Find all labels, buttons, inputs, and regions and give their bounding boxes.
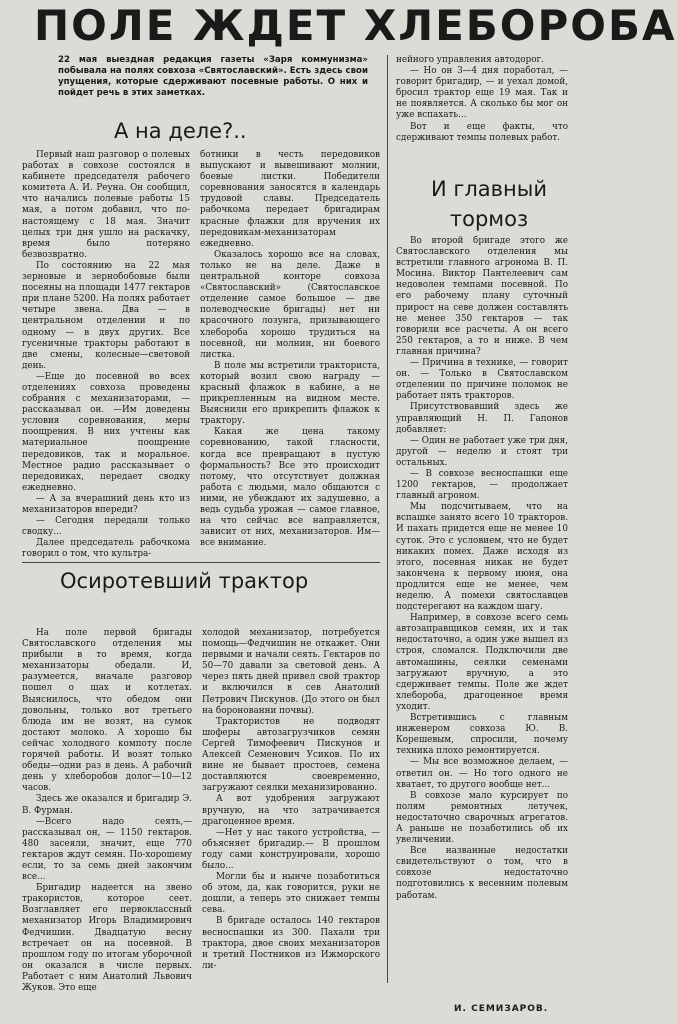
article-paragraph: А вот удобрения загружают вручную, на что затрачивается драгоценное время. [202,794,380,827]
article-paragraph: Трактористов не подводят шоферы автозагрузчиков семян Сергей Тимофеевич Пискунов и Алексей Семенович Усиков. По их вине не бывает простоев, семена доставляются своевременно, загружают сеялки механизированно. [202,716,380,794]
article-column-2 [200,150,380,560]
article-paragraph: — А за вчерашний день кто из механизаторов впереди? [22,493,190,515]
article-paragraph: — Один не работает уже три дня, другой — неделю и стоят три остальных. [396,435,568,468]
right-top-paragraph: нейного управления автодорог. [396,55,544,65]
article-paragraph: Бригадир надеется на звено тракористов, которое сеет. Возглавляет его первоклассный механизатор Игорь Владимирович Федчишин. Двадцатую весну встречает он на посевной. В прошлом году по итогам уборочной он оказался в числе первых. Работает с ним Анатолий Львович Жуков. Это еще [22,883,192,993]
article-column-1 [22,150,190,560]
page-title: ПОЛЕ ЖДЕТ ХЛЕБОРОБА [34,1,677,50]
article-paragraph: В совхозе мало курсирует по полям ремонтных летучек, недостаточно сварочных агрегатов. А раньше не позаботились об их увеличении. [396,790,568,846]
article-paragraph: холодой механизатор, потребуется помощь—Федчишин не откажет. Они первыми и начали сеять. Гектаров по 50—70 давали за световой день. А через пять дней привел свой трактор и включился в сев Анатолий Петрович Пискунов. (До этого он был на боронованни почвы). [202,628,380,716]
article-paragraph: Мы подсчитываем, что на вспашке занято всего 10 тракторов. И пахать придется еще не менее 10 суток. Это с условием, что не будет никаких помех. Даже исходя из этого, посевная никак не будет закончена к первому июня, она продлится еще не менее, чем неделю. А помехи святославцев подстерегают на каждом шагу. [396,502,568,613]
article-paragraph: Во второй бригаде этого же Святославского отделения мы встретили главного агронома В. П. Мосина. Виктор Пантелеевич сам недоволен темпами посевной. По его рабочему плану суточный прирост на севе должен составлять не менее 350 гектаров — так говорили все расчеты. А он всего 250 гектаров, а то и ниже. В чем главная причина? [396,236,568,357]
right-top-column [396,55,568,165]
column-divider [387,55,388,983]
author-signature: И. СЕМИЗАРОВ. [454,1004,549,1014]
article-paragraph: Могли бы и нынче позаботиться об этом, да, как говорится, руки не дошли, а теперь это снижает темпы сева. [202,872,380,916]
article-paragraph: Присутствовавший здесь же управляющий Н. П. Гапонов добавляет: [396,402,568,435]
section-title-a-na-dele: А на деле?.. [114,119,247,143]
article-paragraph: Оказалось хорошо все на словах, только не на деле. Даже в центральной конторе совхоза «Святославский» (Святославское отделение самое большое — две полеводческие бригады) нет ни красочного лозунга, призывающего хлебороба хорошо трудиться на посевной, ни молнии, ни боевого листка. [200,249,380,360]
article-paragraph: Далее председатель рабочкома говорил о том, что культра- [22,538,190,560]
article-paragraph: Какая же цена такому соревнованию, такой гласности, когда все превращают в пустую формальность? Все это происходит потому, что отсутствует должная работа с людьми, мало общаются с ними, не убеждают их задушевно, а ведь судьба урожая — самое главное, на что сейчас все направляется, зависит от них, механизаторов. Им—все внимание. [200,427,380,549]
article-paragraph: — Сегодня передали только сводку... [22,516,190,538]
article-column-3 [22,628,192,1022]
article-paragraph: В поле мы встретили тракториста, который возил свою награду —красный флажок в кабине, а не прикрепленным на видном месте. Выяснили его прикрепить флажок к трактору. [200,360,380,427]
article-paragraph: Все названные недостатки свидетельствуют о том, что в совхозе недостаточно подготовились к весенним полевым работам. [396,846,568,901]
article-paragraph: Например, в совхозе всего семь автозаправщиков семян, их и так недостаточно, а один уже вышел из строя, сломался. Подключили две автомашины, сеялки семенами загружают вручную, а это сдерживает темпы. Поле же ждет хлебороба, драгоценное время уходит. [396,613,568,712]
article-paragraph: По состоянию на 22 мая зерновые и зернобобовые были посеяны на площади 1477 гектаров при плане 5200. На полях работает четыре звена. Два — в центральном отделении и по одному — в двух других. Все гусеничные тракторы работают в две смены, колесные—световой день. [22,260,190,371]
article-paragraph: —Всего надо сеять,—рассказывал он, — 1150 гектаров. 480 засеяли, значит, еще 770 гектаров ждут семян. По-хорошему если, то за семь дней закончим все... [22,816,192,883]
section-title-osirotevshy-traktor: Осиротевший трактор [60,569,309,593]
article-paragraph: В бригаде осталось 140 гектаров весноспашки из 300. Пахали три трактора, двое своих механизаторов и третий Постников из Ижморского ли- [202,916,380,971]
article-paragraph: —Еще до посевной во всех отделениях совхоза проведены собрания с механизаторами, — рассказывал он. —Им доведены условия соревнования, меры поощрения. В них учтены как материальное поощрение передовиков, так и моральное. Местное радио рассказывает о передовиках, передает сводку ежедневно. [22,371,190,493]
article-paragraph: Встретившись с главным инженером совхоза Ю. В. Корешевым, спросили, почему техника плохо ремонтируется. [396,713,568,757]
article-paragraph: ботники в честь передовиков выпускают и вывешивают молнии, боевые листки. Победители соревнования заносятся в календарь трудовой славы. Председатель рабочкома передает бригадирам красные флажки для вручения их передовикам-механизаторам ежедневно. [200,150,380,249]
article-paragraph: — Причина в технике, — говорит он. — Только в Святославском отделении по причине поломок не работает пять тракторов. [396,358,568,402]
right-top-paragraph: Вот и еще факты, что сдерживают темпы полевых работ. [396,121,568,143]
article-paragraph: Здесь же оказался и бригадир Э. В. Фурман. [22,794,192,816]
section-title-glavny-tormoz: И главный тормоз [430,177,548,231]
article-column-right [396,236,568,996]
article-paragraph: — В совхозе весноспашки еще 1200 гектаров, — продолжает главный агроном. [396,468,568,502]
article-paragraph: —Нет у нас такого устройства, —объясняет бригадир.— В прошлом году сами конструировали, хорошо было... [202,827,380,871]
right-top-paragraph: — Но он 3—4 дня поработал, — говорит бригадир, — и уехал домой, бросил трактор еще 19 мая. Так и не появляется. А сколько бы мог он уже вспахать... [396,66,568,121]
article-column-4 [202,628,380,1022]
section-divider [22,562,380,563]
article-paragraph: — Мы все возможное делаем, — ответил он. — Но того одного не хватает, то другого вообще нет... [396,757,568,790]
article-paragraph: Первый наш разговор о полевых работах в совхозе состоялся в кабинете председателя рабочего комитета А. И. Реуна. Он сообщил, что начались полевые работы 15 мая, а потом добавил, что по-настоящему с 18 мая. Значит целых три дня ушло на раскачку, время было потеряно безвозвратно. [22,150,190,260]
article-paragraph: На поле первой бригады Святославского отделения мы прибыли в то время, когда механизаторы обедали. И, разумеется, вначале разговор пошел о щах и котлетах. Выяснилось, что обедом они довольны, только вот третьего блюда им не возят, на сумок достают молоко. А хорошо бы сейчас холодного компоту после горячей работы. И возят только обеды—одни раз в день. А рабочий день у хлеборобов долог—10—12 часов. [22,628,192,794]
lead-paragraph: 22 мая выездная редакция газеты «Заря коммунизма» побывала на полях совхоза «Святославский». Есть здесь свои упущения, которые сдерживают посевные работы. О них и пойдет речь в этих заметках. [58,55,368,98]
